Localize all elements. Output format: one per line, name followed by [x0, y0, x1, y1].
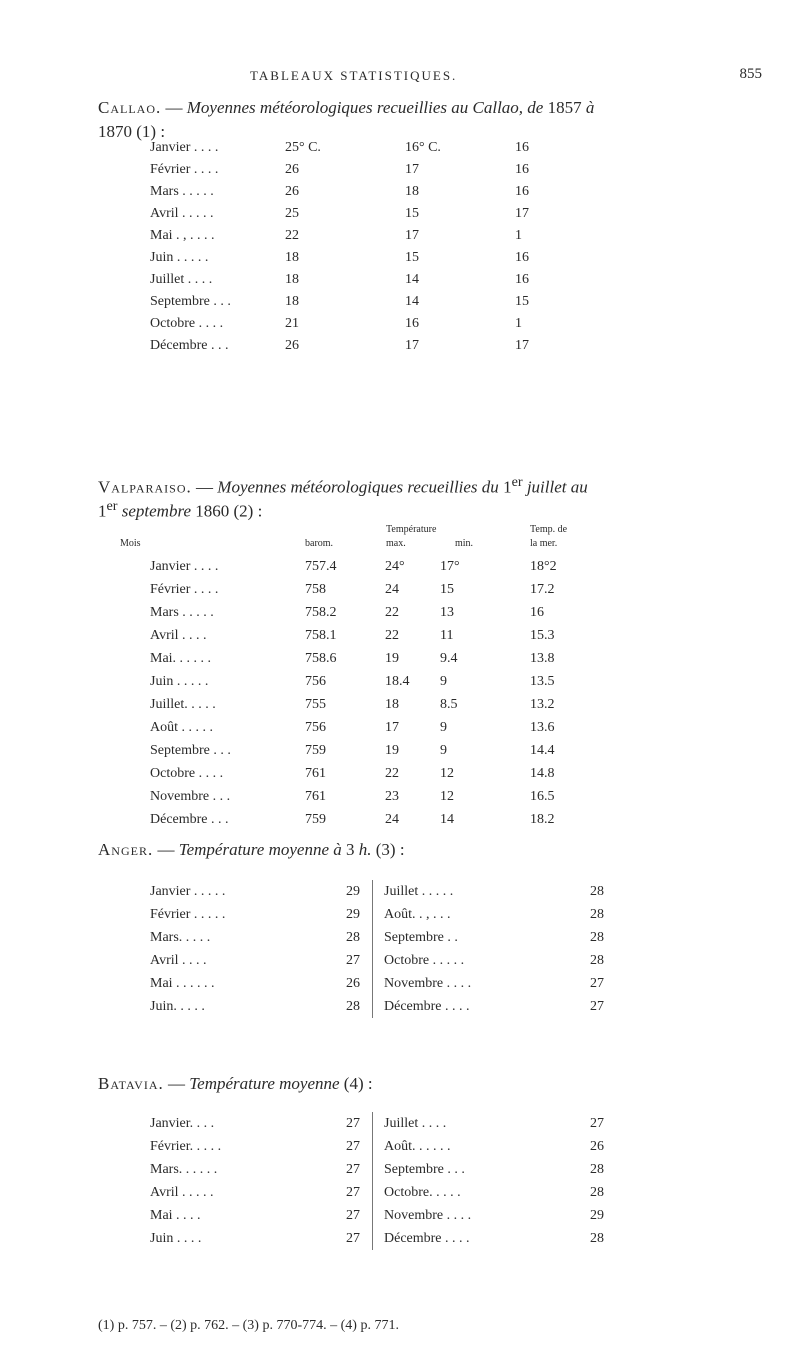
month-cell: Avril . . . . . — [150, 1184, 214, 1200]
table-row — [150, 693, 610, 716]
value-cell: 28 — [590, 1184, 604, 1200]
table-row — [150, 972, 604, 995]
value-cell: 17 — [405, 162, 419, 177]
month-cell: Septembre . . . — [384, 1161, 465, 1177]
table-row — [150, 808, 610, 831]
sea-temp-cell: 13.2 — [530, 696, 555, 712]
value-cell: 17 — [405, 338, 419, 353]
value-cell: 28 — [590, 883, 604, 899]
month-cell: Avril . . . . — [150, 627, 207, 643]
barom-cell: 758 — [305, 581, 326, 597]
header-sea2: la mer. — [530, 538, 558, 549]
running-title: TABLEAUX STATISTIQUES. — [250, 68, 458, 83]
table-row — [150, 225, 529, 247]
table-row — [150, 995, 604, 1018]
footnotes: (1) p. 757. – (2) p. 762. – (3) p. 770-774. – (4) p. 771. — [98, 1318, 399, 1333]
min-cell: 13 — [440, 604, 454, 620]
callao-place: Callao. — [98, 98, 162, 117]
month-cell: Avril . . . . . — [150, 206, 214, 221]
month-cell: Octobre . . . . — [150, 316, 224, 331]
table-row — [150, 291, 529, 313]
sea-temp-cell: 15.3 — [530, 627, 555, 643]
table-row — [150, 247, 529, 269]
max-cell: 17 — [385, 719, 399, 735]
barom-cell: 759 — [305, 811, 326, 827]
callao-table — [150, 137, 529, 357]
month-cell: Février . . . . — [150, 162, 219, 177]
value-cell: 14 — [405, 294, 419, 309]
value-cell: 27 — [346, 952, 360, 968]
table-row — [150, 647, 610, 670]
table-row — [150, 1158, 604, 1181]
value-cell: 27 — [346, 1207, 360, 1223]
valparaiso-column-headers — [120, 520, 790, 552]
max-cell: 22 — [385, 765, 399, 781]
table-row — [150, 1181, 604, 1204]
value-cell: 28 — [590, 929, 604, 945]
max-cell: 24° — [385, 558, 405, 574]
month-cell: Août. . . . . . — [384, 1138, 451, 1154]
sea-temp-cell: 16 — [530, 604, 544, 620]
month-cell: Juillet. . . . . — [150, 696, 216, 712]
value-cell: 28 — [590, 1161, 604, 1177]
table-row — [150, 1135, 604, 1158]
table-row — [150, 1112, 604, 1135]
page-number: 855 — [739, 66, 762, 82]
min-cell: 11 — [440, 627, 454, 643]
sea-temp-cell: 14.8 — [530, 765, 555, 781]
table-row — [150, 716, 610, 739]
max-cell: 23 — [385, 788, 399, 804]
header-month: Mois — [120, 538, 141, 549]
anger-table — [150, 880, 604, 1018]
barom-cell: 757.4 — [305, 558, 337, 574]
value-cell: 18 — [285, 294, 299, 309]
value-cell: 27 — [346, 1230, 360, 1246]
table-row — [150, 555, 610, 578]
value-cell: 15 — [515, 294, 529, 309]
table-row — [150, 739, 610, 762]
month-cell: Juin . . . . . — [150, 673, 209, 689]
table-row — [150, 335, 529, 357]
value-cell: 28 — [346, 998, 360, 1014]
value-cell: 29 — [590, 1207, 604, 1223]
value-cell: 17 — [515, 338, 529, 353]
max-cell: 19 — [385, 742, 399, 758]
value-cell: 26 — [285, 184, 299, 199]
max-cell: 19 — [385, 650, 399, 666]
min-cell: 15 — [440, 581, 454, 597]
value-cell: 27 — [346, 1161, 360, 1177]
min-cell: 9 — [440, 673, 447, 689]
barom-cell: 755 — [305, 696, 326, 712]
min-cell: 9 — [440, 742, 447, 758]
table-row — [150, 624, 610, 647]
table-row — [150, 1204, 604, 1227]
table-row — [150, 313, 529, 335]
valparaiso-title: Valparaiso. — Moyennes météorologiques recueillies du 1er juillet au — [98, 474, 588, 497]
value-cell: 28 — [590, 1230, 604, 1246]
min-cell: 12 — [440, 765, 454, 781]
header-temperature: Température — [386, 524, 437, 535]
month-cell: Mars. . . . . — [150, 929, 211, 945]
max-cell: 18 — [385, 696, 399, 712]
sea-temp-cell: 13.6 — [530, 719, 555, 735]
month-cell: Décembre . . . . — [384, 998, 470, 1014]
month-cell: Novembre . . . . — [384, 1207, 472, 1223]
max-cell: 22 — [385, 627, 399, 643]
month-cell: Novembre . . . . — [384, 975, 472, 991]
month-cell: Août. . , . . . — [384, 906, 451, 922]
valparaiso-title-line2: 1er septembre 1860 (2) : — [98, 498, 263, 521]
month-cell: Mars. . . . . . — [150, 1161, 218, 1177]
min-cell: 9 — [440, 719, 447, 735]
min-cell: 8.5 — [440, 696, 458, 712]
table-row — [150, 926, 604, 949]
table-row — [150, 762, 610, 785]
value-cell: 17 — [405, 228, 419, 243]
table-row — [150, 578, 610, 601]
min-cell: 9.4 — [440, 650, 458, 666]
month-cell: Juin . . . . . — [150, 250, 209, 265]
barom-cell: 756 — [305, 673, 326, 689]
batavia-title: Batavia. — Température moyenne (4) : — [98, 1074, 373, 1093]
month-cell: Octobre . . . . — [150, 765, 224, 781]
month-cell: Mai. . . . . . — [150, 650, 212, 666]
value-cell: 21 — [285, 316, 299, 331]
month-cell: Janvier. . . . — [150, 1115, 215, 1131]
value-cell: 26 — [285, 162, 299, 177]
value-cell: 25 — [285, 206, 299, 221]
barom-cell: 758.2 — [305, 604, 337, 620]
max-cell: 22 — [385, 604, 399, 620]
value-cell: 1 — [515, 316, 522, 331]
sea-temp-cell: 16.5 — [530, 788, 555, 804]
value-cell: 16 — [515, 250, 529, 265]
table-row — [150, 785, 610, 808]
value-cell: 15 — [405, 206, 419, 221]
value-cell: 16 — [405, 316, 419, 331]
month-cell: Juillet . . . . . — [384, 883, 454, 899]
table-row — [150, 203, 529, 225]
month-cell: Mars . . . . . — [150, 184, 214, 199]
month-cell: Janvier . . . . — [150, 558, 219, 574]
sea-temp-cell: 17.2 — [530, 581, 555, 597]
min-cell: 17° — [440, 558, 460, 574]
barom-cell: 761 — [305, 788, 326, 804]
min-cell: 12 — [440, 788, 454, 804]
month-cell: Septembre . . . — [150, 742, 231, 758]
month-cell: Octobre . . . . . — [384, 952, 465, 968]
month-cell: Octobre. . . . . — [384, 1184, 461, 1200]
value-cell: 28 — [590, 906, 604, 922]
anger-place: Anger. — [98, 840, 154, 859]
value-cell: 29 — [346, 906, 360, 922]
batavia-table — [150, 1112, 604, 1250]
month-cell: Juin. . . . . — [150, 998, 205, 1014]
value-cell: 16° C. — [405, 140, 441, 155]
value-cell: 26 — [590, 1138, 604, 1154]
value-cell: 26 — [285, 338, 299, 353]
valparaiso-table — [150, 555, 610, 831]
month-cell: Mars . . . . . — [150, 604, 214, 620]
sea-temp-cell: 13.8 — [530, 650, 555, 666]
value-cell: 27 — [590, 975, 604, 991]
callao-title-line2: 1870 (1) : — [98, 122, 166, 141]
month-cell: Février. . . . . — [150, 1138, 222, 1154]
value-cell: 27 — [346, 1138, 360, 1154]
month-cell: Décembre . . . — [150, 811, 229, 827]
table-row — [150, 880, 604, 903]
month-cell: Janvier . . . . — [150, 140, 219, 155]
callao-title: Callao. — Moyennes météorologiques recueillies au Callao, de 1857 à — [98, 98, 595, 117]
month-cell: Décembre . . . . — [384, 1230, 470, 1246]
month-cell: Mai . . . . — [150, 1207, 201, 1223]
sea-temp-cell: 18°2 — [530, 558, 557, 574]
month-cell: Février . . . . . — [150, 906, 226, 922]
table-row — [150, 601, 610, 624]
month-cell: Décembre . . . — [150, 338, 229, 353]
valparaiso-place: Valparaiso. — [98, 477, 192, 497]
value-cell: 28 — [346, 929, 360, 945]
sea-temp-cell: 18.2 — [530, 811, 555, 827]
table-row — [150, 949, 604, 972]
month-cell: Août . . . . . — [150, 719, 213, 735]
value-cell: 1 — [515, 228, 522, 243]
month-cell: Février . . . . — [150, 581, 219, 597]
value-cell: 28 — [590, 952, 604, 968]
header-max: max. — [386, 538, 406, 549]
max-cell: 24 — [385, 811, 399, 827]
page-header — [0, 68, 800, 88]
value-cell: 17 — [515, 206, 529, 221]
value-cell: 27 — [346, 1184, 360, 1200]
value-cell: 15 — [405, 250, 419, 265]
table-row — [150, 269, 529, 291]
month-cell: Janvier . . . . . — [150, 883, 226, 899]
value-cell: 18 — [405, 184, 419, 199]
value-cell: 16 — [515, 140, 529, 155]
barom-cell: 758.1 — [305, 627, 337, 643]
sea-temp-cell: 13.5 — [530, 673, 555, 689]
month-cell: Mai . . . . . . — [150, 975, 215, 991]
batavia-place: Batavia. — [98, 1074, 164, 1093]
barom-cell: 761 — [305, 765, 326, 781]
value-cell: 27 — [590, 1115, 604, 1131]
header-min: min. — [455, 538, 474, 549]
table-row — [150, 1227, 604, 1250]
value-cell: 26 — [346, 975, 360, 991]
value-cell: 14 — [405, 272, 419, 287]
max-cell: 24 — [385, 581, 399, 597]
table-row — [150, 181, 529, 203]
header-barom: barom. — [305, 538, 334, 549]
callao-title-text: Moyennes météorologiques recueillies au Callao, de — [186, 98, 544, 117]
table-row — [150, 159, 529, 181]
month-cell: Avril . . . . — [150, 952, 207, 968]
value-cell: 25° C. — [285, 140, 321, 155]
value-cell: 27 — [346, 1115, 360, 1131]
month-cell: Novembre . . . — [150, 788, 231, 804]
header-sea: Temp. de — [530, 524, 568, 535]
value-cell: 16 — [515, 162, 529, 177]
value-cell: 18 — [285, 272, 299, 287]
min-cell: 14 — [440, 811, 454, 827]
value-cell: 29 — [346, 883, 360, 899]
month-cell: Juillet . . . . — [150, 272, 213, 287]
value-cell: 16 — [515, 184, 529, 199]
month-cell: Septembre . . . — [150, 294, 231, 309]
month-cell: Mai . , . . . . — [150, 228, 215, 243]
barom-cell: 759 — [305, 742, 326, 758]
sea-temp-cell: 14.4 — [530, 742, 555, 758]
month-cell: Juillet . . . . — [384, 1115, 447, 1131]
barom-cell: 756 — [305, 719, 326, 735]
table-row — [150, 137, 529, 159]
value-cell: 18 — [285, 250, 299, 265]
anger-title: Anger. — Température moyenne à 3 h. (3) : — [98, 840, 405, 859]
value-cell: 16 — [515, 272, 529, 287]
month-cell: Juin . . . . — [150, 1230, 202, 1246]
value-cell: 27 — [590, 998, 604, 1014]
value-cell: 22 — [285, 228, 299, 243]
table-row — [150, 903, 604, 926]
max-cell: 18.4 — [385, 673, 410, 689]
table-row — [150, 670, 610, 693]
month-cell: Septembre . . — [384, 929, 458, 945]
barom-cell: 758.6 — [305, 650, 337, 666]
